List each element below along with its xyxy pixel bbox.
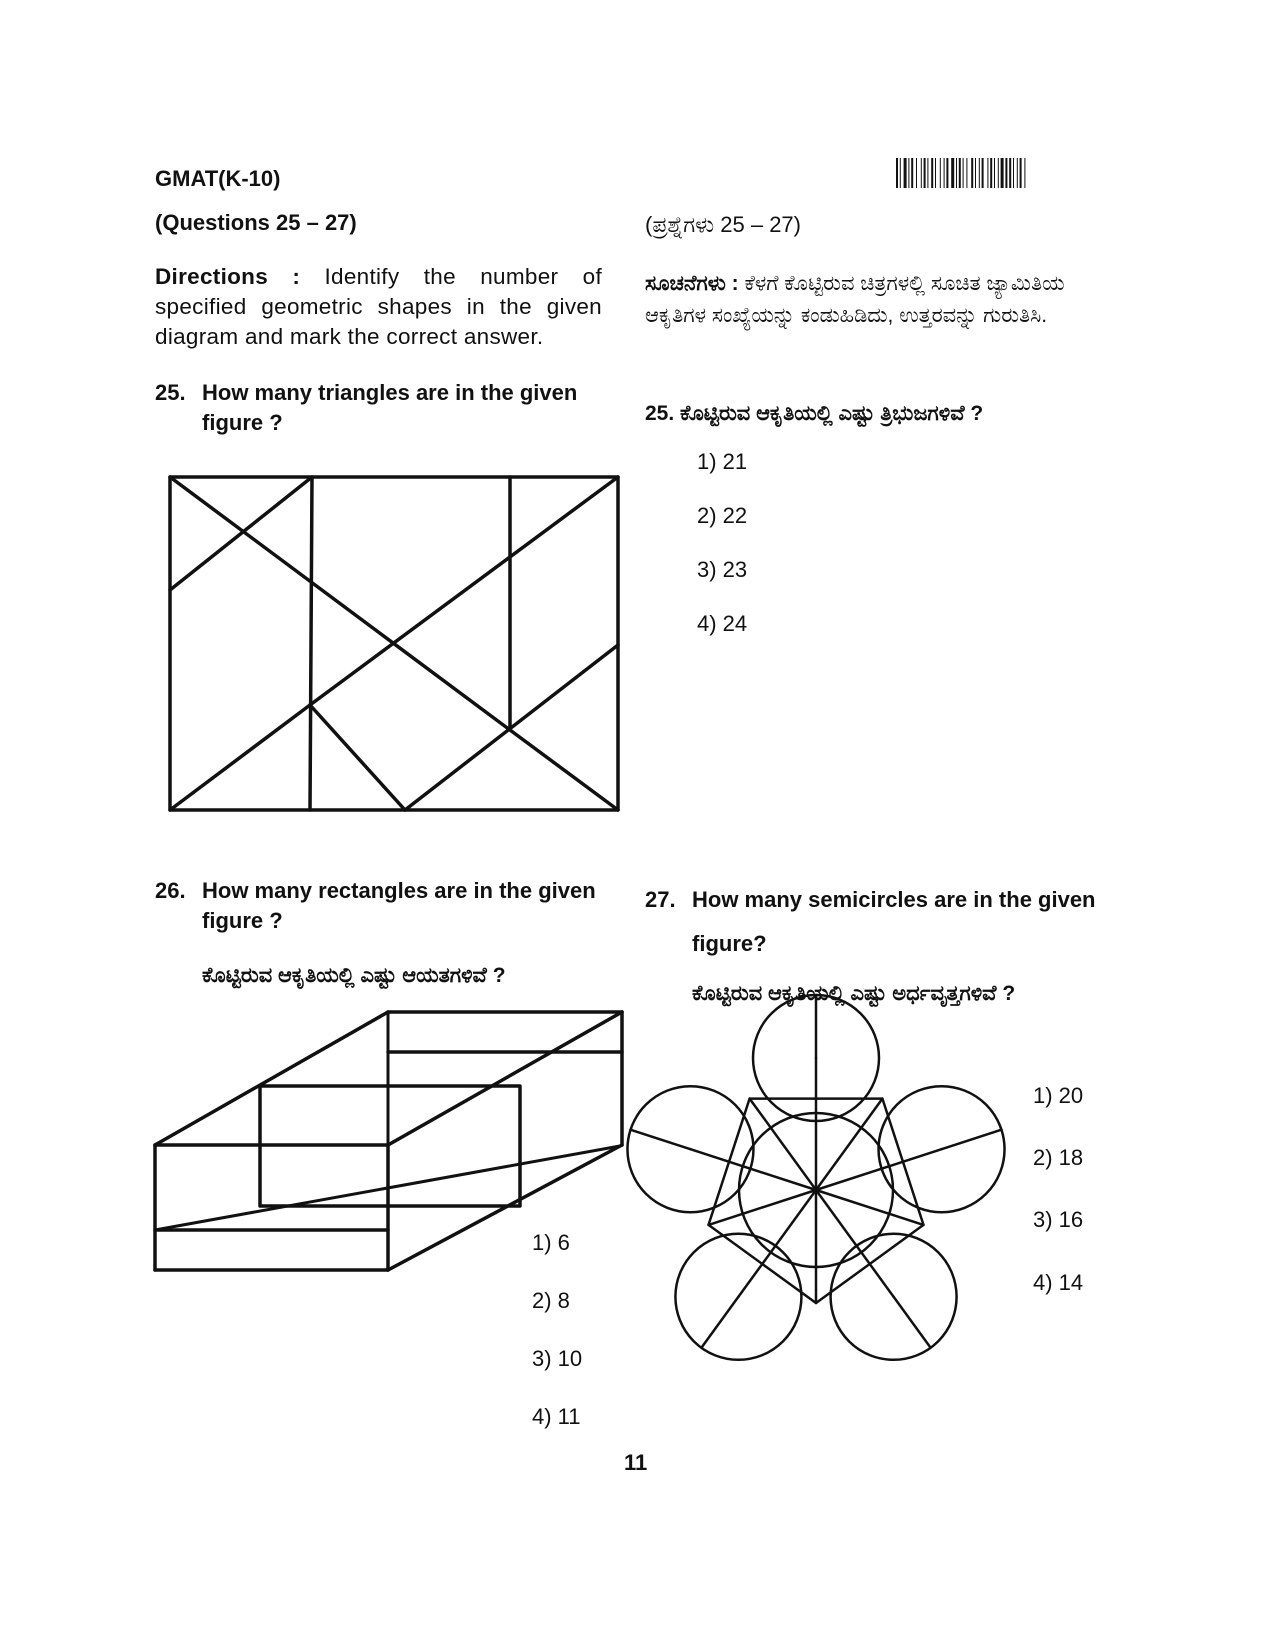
q27-option-3[interactable]: 3) 16: [1033, 1207, 1084, 1232]
q27-option-2[interactable]: 2) 18: [1033, 1145, 1084, 1170]
figure-line: [816, 1190, 923, 1225]
exam-code: GMAT(K-10): [155, 166, 281, 191]
question-number: 25.: [155, 380, 186, 405]
q25-option-4[interactable]: 4) 24: [697, 611, 748, 636]
page-number: 11: [624, 1450, 648, 1475]
question-range-kn: (ಪ್ರಶ್ನೆಗಳು 25 – 27): [645, 212, 801, 237]
question-text: How many triangles are in the given figure ?: [202, 380, 578, 435]
question-26-kn: ಕೊಟ್ಟಿರುವ ಆಕೃತಿಯಲ್ಲಿ ಎಷ್ಟು ಆಯತಗಳಿವೆ ?: [202, 964, 506, 987]
question-number: 26.: [155, 878, 186, 903]
q26-option-3[interactable]: 3) 10: [532, 1346, 583, 1371]
directions-label-en: Directions :: [155, 264, 301, 289]
question-range-en: (Questions 25 – 27): [155, 210, 357, 235]
figure-line: [738, 1190, 816, 1297]
q26-option-1[interactable]: 1) 6: [532, 1230, 570, 1255]
figure-line: [816, 1190, 894, 1297]
q25-option-3[interactable]: 3) 23: [697, 557, 748, 582]
q25-option-1[interactable]: 1) 21: [697, 449, 748, 474]
question-text: How many semicircles are in the given figure?: [692, 887, 1096, 956]
q26-option-2[interactable]: 2) 8: [532, 1288, 570, 1313]
q27-option-1[interactable]: 1) 20: [1033, 1083, 1084, 1108]
question-number: 25.: [645, 402, 675, 425]
figure-line: [631, 1130, 691, 1149]
figure-line: [701, 1297, 738, 1348]
question-number: 27.: [645, 887, 676, 912]
q27-option-4[interactable]: 4) 14: [1033, 1270, 1084, 1295]
directions-text-en: Identify the number of specified geometric shapes in the given diagram and mark the correct answer.: [155, 264, 602, 349]
q26-option-4[interactable]: 4) 11: [532, 1404, 581, 1429]
figure-line: [894, 1297, 931, 1348]
directions-text-kn: ಕೆಳಗೆ ಕೊಟ್ಟಿರುವ ಚಿತ್ರಗಳಲ್ಲಿ ಸೂಚಿತ ಜ್ಯಾಮಿತಿಯ ಆಕೃತಿಗಳ ಸಂಖ್ಯೆಯನ್ನು ಕಂಡುಹಿಡಿದು, ಉತ್ತರವನ್ನು ಗುರುತಿಸಿ.: [645, 272, 1065, 327]
question-27-kn: ಕೊಟ್ಟಿರುವ ಆಕೃತಿಯಲ್ಲಿ ಎಷ್ಟು ಅರ್ಧವೃತ್ತಗಳಿವೆ ?: [692, 982, 1016, 1005]
question-text-kn: ಕೊಟ್ಟಿರುವ ಆಕೃತಿಯಲ್ಲಿ ಎಷ್ಟು ತ್ರಿಭುಜಗಳಿವೆ ?: [680, 402, 984, 425]
question-text: How many rectangles are in the given figure ?: [202, 878, 596, 933]
figure-line: [709, 1190, 816, 1225]
directions-label-kn: ಸೂಚನೆಗಳು :: [645, 272, 739, 295]
q25-option-2[interactable]: 2) 22: [697, 503, 748, 528]
figure-line: [942, 1130, 1002, 1149]
